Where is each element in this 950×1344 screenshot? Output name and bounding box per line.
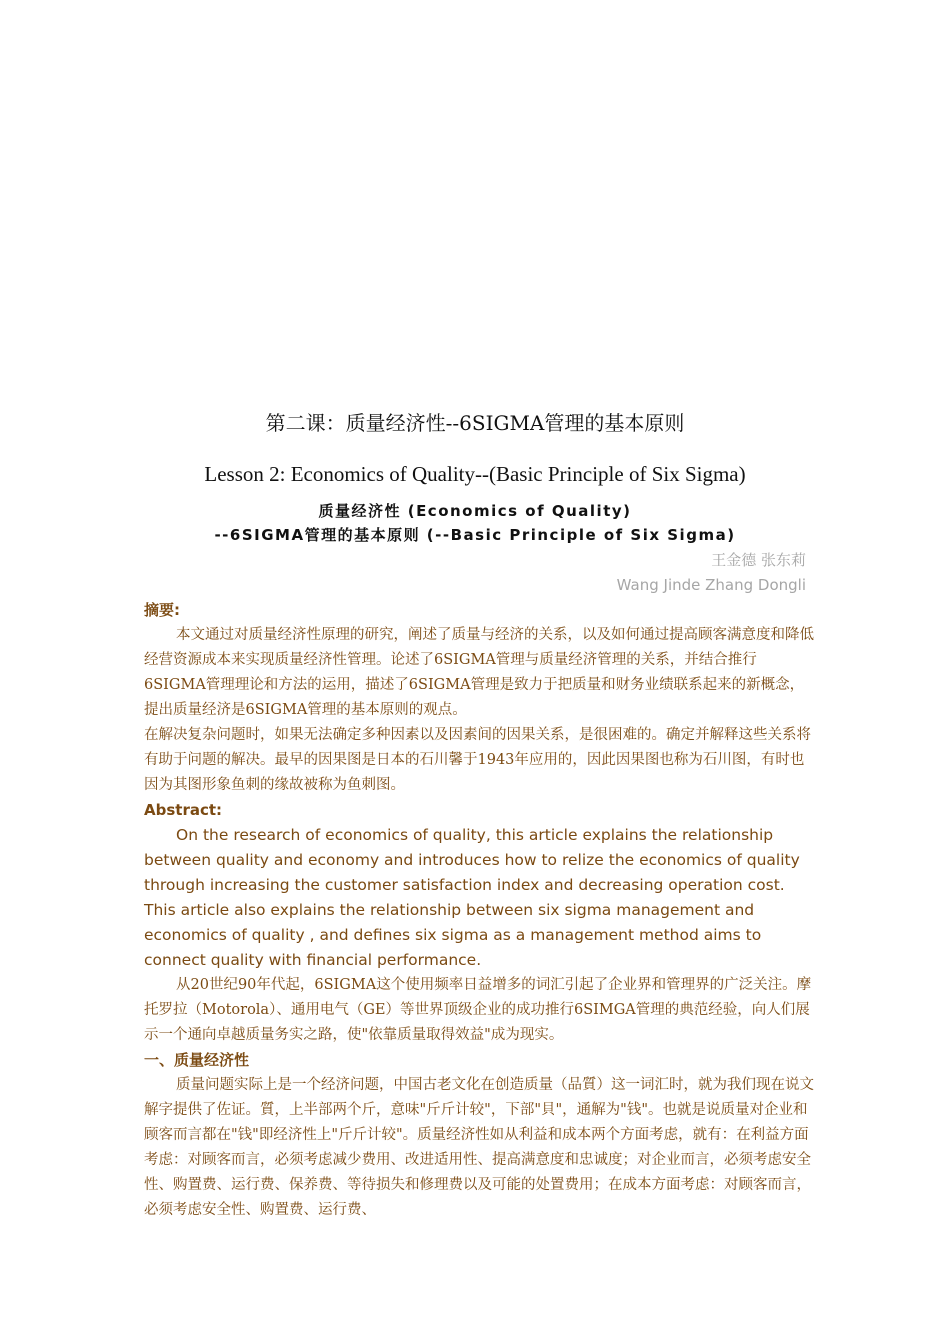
author-chinese: 王金德 张东莉 (711, 551, 806, 569)
subtitle-line-1: 质量经济性 (Economics of Quality) (318, 502, 632, 520)
abstract-paragraph: On the research of economics of quality, this article explains the relationship between quality and economy and introduces how to relize the economics of quality through increasing the customer satisfaction index and decreasing operation cost. This article also explains the relationship between six sigma management and economics of quality , and defines six sigma as a management method aims to connect quality with financial performance. (144, 826, 800, 969)
author-english: Wang Jinde Zhang Dongli (616, 576, 806, 594)
intro-paragraph: 从20世纪90年代起，6SIGMA这个使用频率日益增多的词汇引起了企业界和管理界的广泛关注。摩托罗拉（Motorola）、通用电气（GE）等世界顶级企业的成功推行6SIMGA管理的典范经验，向人们展示一个通向卓越质量务实之路，使"依靠质量取得效益"成为现实。 (144, 977, 812, 1043)
summary-paragraph-2: 在解决复杂问题时，如果无法确定多种因素以及因素间的因果关系，是很困难的。确定并解释这些关系将有助于问题的解决。最早的因果图是日本的石川馨于1943年应用的，因此因果图也称为石川图，有时也因为其图形象鱼刺的缘故被称为鱼刺图。 (144, 727, 811, 793)
page-title-chinese: 第二课：质量经济性--6SIGMA管理的基本原则 (265, 411, 685, 435)
subtitle-line-2: --6SIGMA管理的基本原则 (--Basic Principle of Six Sigma) (214, 526, 736, 544)
page-title-english: Lesson 2: Economics of Quality--(Basic Principle of Six Sigma) (204, 462, 746, 486)
abstract-label: Abstract: (144, 801, 223, 819)
section-1-paragraph: 质量问题实际上是一个经济问题，中国古老文化在创造质量（品質）这一词汇时，就为我们现在说文解字提供了佐证。質，上半部两个斤，意味"斤斤计较"，下部"貝"，通解为"钱"。也就是说质量对企业和顾客而言都在"钱"即经济性上"斤斤计较"。质量经济性如从利益和成本两个方面考虑，就有：在利益方面考虑：对顾客而言，必须考虑减少费用、改进适用性、提高满意度和忠诚度；对企业而言，必须考虑安全性、购置费、运行费、保养费、等待损失和修理费以及可能的处置费用；在成本方面考虑：对顾客而言，必须考虑安全性、购置费、运行费、 (144, 1077, 814, 1218)
summary-label: 摘要: (144, 601, 180, 619)
document-body (144, 598, 814, 1223)
section-1-heading: 一、质量经济性 (144, 1051, 250, 1069)
summary-paragraph-1: 本文通过对质量经济性原理的研究，阐述了质量与经济的关系，以及如何通过提高顾客满意度和降低经营资源成本来实现质量经济性管理。论述了6SIGMA管理与质量经济管理的关系，并结合推行6SIGMA管理理论和方法的运用，描述了6SIGMA管理是致力于把质量和财务业绩联系起来的新概念，提出质量经济是6SIGMA管理的基本原则的观点。 (144, 627, 814, 718)
